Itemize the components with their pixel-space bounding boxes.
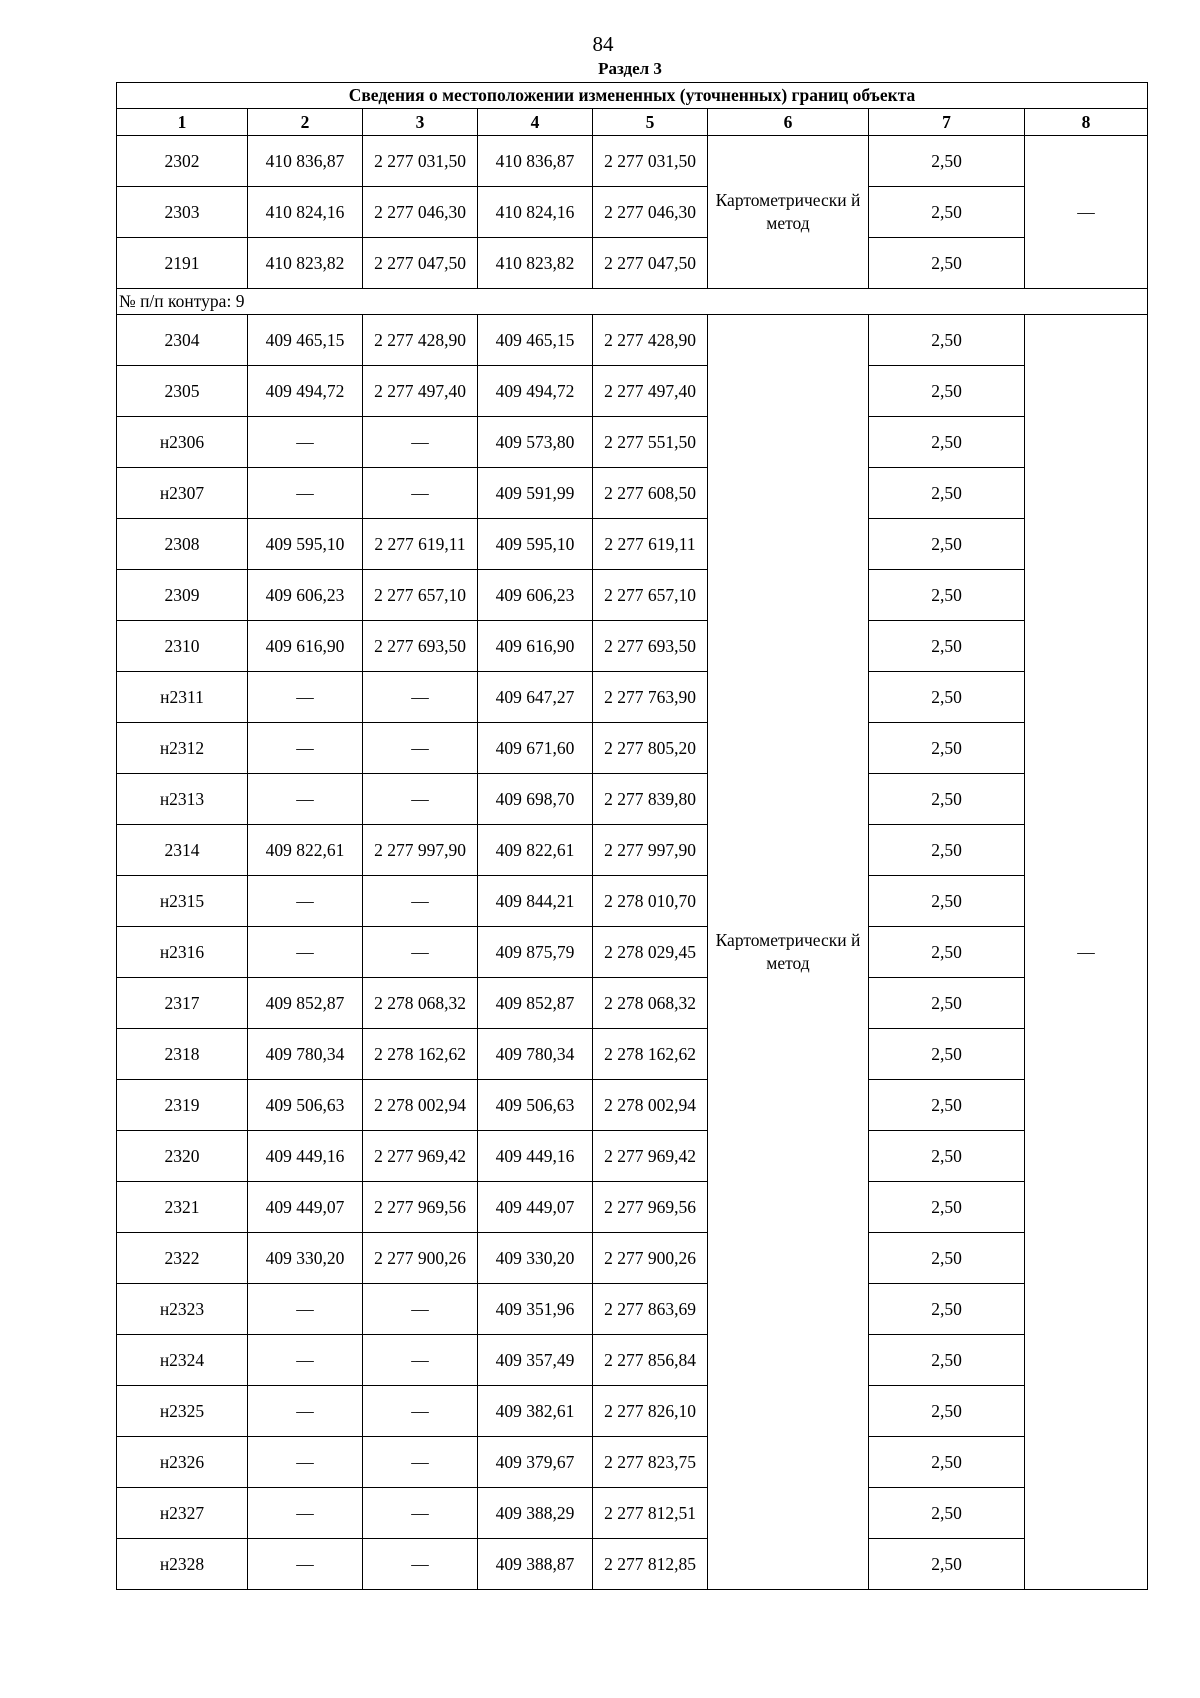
- column-number: 7: [869, 109, 1025, 136]
- point-number-cell: 2305: [117, 366, 248, 417]
- new-x-cell: 409 449,16: [478, 1131, 593, 1182]
- old-x-cell: 409 780,34: [248, 1029, 363, 1080]
- point-number-cell: н2306: [117, 417, 248, 468]
- old-y-cell: 2 277 047,50: [363, 238, 478, 289]
- point-number-cell: н2326: [117, 1437, 248, 1488]
- new-x-cell: 409 506,63: [478, 1080, 593, 1131]
- old-x-cell: —: [248, 1284, 363, 1335]
- new-y-cell: 2 277 497,40: [593, 366, 708, 417]
- old-x-cell: 409 822,61: [248, 825, 363, 876]
- old-y-cell: 2 277 900,26: [363, 1233, 478, 1284]
- point-number-cell: 2317: [117, 978, 248, 1029]
- new-y-cell: 2 277 997,90: [593, 825, 708, 876]
- table-title-row: [117, 83, 1148, 109]
- new-y-cell: 2 278 029,45: [593, 927, 708, 978]
- point-number-cell: н2328: [117, 1539, 248, 1590]
- new-x-cell: 409 671,60: [478, 723, 593, 774]
- accuracy-cell: 2,50: [869, 519, 1025, 570]
- column-number-row: [117, 109, 1148, 136]
- accuracy-cell: 2,50: [869, 468, 1025, 519]
- old-x-cell: —: [248, 876, 363, 927]
- new-x-cell: 409 357,49: [478, 1335, 593, 1386]
- new-y-cell: 2 277 763,90: [593, 672, 708, 723]
- col8-cell: —: [1025, 136, 1148, 289]
- column-number: 2: [248, 109, 363, 136]
- old-y-cell: —: [363, 672, 478, 723]
- table-row: [117, 1488, 1148, 1539]
- old-x-cell: 409 465,15: [248, 315, 363, 366]
- old-x-cell: —: [248, 468, 363, 519]
- new-x-cell: 410 824,16: [478, 187, 593, 238]
- point-number-cell: 2319: [117, 1080, 248, 1131]
- new-x-cell: 409 606,23: [478, 570, 593, 621]
- accuracy-cell: 2,50: [869, 1488, 1025, 1539]
- point-number-cell: 2309: [117, 570, 248, 621]
- table-row: [117, 1029, 1148, 1080]
- old-x-cell: 410 836,87: [248, 136, 363, 187]
- table-row: [117, 570, 1148, 621]
- point-number-cell: н2311: [117, 672, 248, 723]
- point-number-cell: н2323: [117, 1284, 248, 1335]
- old-y-cell: 2 277 497,40: [363, 366, 478, 417]
- table-row: [117, 187, 1148, 238]
- table-row: [117, 366, 1148, 417]
- new-y-cell: 2 277 551,50: [593, 417, 708, 468]
- old-x-cell: 409 606,23: [248, 570, 363, 621]
- accuracy-cell: 2,50: [869, 723, 1025, 774]
- new-x-cell: 409 591,99: [478, 468, 593, 519]
- old-x-cell: 409 616,90: [248, 621, 363, 672]
- new-x-cell: 409 780,34: [478, 1029, 593, 1080]
- old-y-cell: 2 278 162,62: [363, 1029, 478, 1080]
- new-y-cell: 2 277 428,90: [593, 315, 708, 366]
- old-x-cell: —: [248, 1488, 363, 1539]
- new-x-cell: 410 836,87: [478, 136, 593, 187]
- old-y-cell: —: [363, 774, 478, 825]
- old-y-cell: 2 278 002,94: [363, 1080, 478, 1131]
- table-row: [117, 774, 1148, 825]
- old-y-cell: —: [363, 1284, 478, 1335]
- table-row: [117, 468, 1148, 519]
- accuracy-cell: 2,50: [869, 1029, 1025, 1080]
- point-number-cell: 2308: [117, 519, 248, 570]
- table-row: [117, 1437, 1148, 1488]
- old-y-cell: —: [363, 417, 478, 468]
- table-row: [117, 1386, 1148, 1437]
- old-y-cell: 2 277 428,90: [363, 315, 478, 366]
- old-x-cell: —: [248, 1437, 363, 1488]
- new-y-cell: 2 277 046,30: [593, 187, 708, 238]
- column-number: 4: [478, 109, 593, 136]
- new-y-cell: 2 278 010,70: [593, 876, 708, 927]
- table-row: [117, 1182, 1148, 1233]
- point-number-cell: н2325: [117, 1386, 248, 1437]
- new-x-cell: 409 388,29: [478, 1488, 593, 1539]
- new-y-cell: 2 278 162,62: [593, 1029, 708, 1080]
- old-y-cell: 2 277 997,90: [363, 825, 478, 876]
- new-x-cell: 409 616,90: [478, 621, 593, 672]
- accuracy-cell: 2,50: [869, 621, 1025, 672]
- old-y-cell: 2 277 693,50: [363, 621, 478, 672]
- old-x-cell: 409 449,07: [248, 1182, 363, 1233]
- new-x-cell: 409 494,72: [478, 366, 593, 417]
- column-number: 5: [593, 109, 708, 136]
- table-row: [117, 876, 1148, 927]
- table-row: [117, 1233, 1148, 1284]
- section-heading: Раздел 3: [598, 59, 662, 78]
- accuracy-cell: 2,50: [869, 876, 1025, 927]
- point-number-cell: 2302: [117, 136, 248, 187]
- new-y-cell: 2 278 068,32: [593, 978, 708, 1029]
- old-y-cell: —: [363, 1488, 478, 1539]
- new-y-cell: 2 277 856,84: [593, 1335, 708, 1386]
- accuracy-cell: 2,50: [869, 315, 1025, 366]
- point-number-cell: 2318: [117, 1029, 248, 1080]
- new-x-cell: 409 573,80: [478, 417, 593, 468]
- boundary-table: [116, 82, 1148, 1590]
- old-x-cell: 409 506,63: [248, 1080, 363, 1131]
- point-number-cell: н2327: [117, 1488, 248, 1539]
- point-number-cell: 2303: [117, 187, 248, 238]
- point-number-cell: н2324: [117, 1335, 248, 1386]
- old-y-cell: —: [363, 1437, 478, 1488]
- column-number: 8: [1025, 109, 1148, 136]
- accuracy-cell: 2,50: [869, 1335, 1025, 1386]
- new-x-cell: 409 822,61: [478, 825, 593, 876]
- old-y-cell: 2 277 969,56: [363, 1182, 478, 1233]
- new-y-cell: 2 278 002,94: [593, 1080, 708, 1131]
- table-row: [117, 238, 1148, 289]
- accuracy-cell: 2,50: [869, 1233, 1025, 1284]
- table-row: [117, 136, 1148, 187]
- old-x-cell: 409 449,16: [248, 1131, 363, 1182]
- column-number: 1: [117, 109, 248, 136]
- old-x-cell: 409 852,87: [248, 978, 363, 1029]
- point-number-cell: н2312: [117, 723, 248, 774]
- accuracy-cell: 2,50: [869, 238, 1025, 289]
- page-number: 84: [592, 32, 614, 56]
- old-y-cell: —: [363, 723, 478, 774]
- new-x-cell: 409 595,10: [478, 519, 593, 570]
- table-title: Сведения о местоположении измененных (уточненных) границ объекта: [117, 83, 1148, 109]
- new-x-cell: 409 388,87: [478, 1539, 593, 1590]
- accuracy-cell: 2,50: [869, 1284, 1025, 1335]
- new-x-cell: 409 698,70: [478, 774, 593, 825]
- point-number-cell: н2315: [117, 876, 248, 927]
- new-y-cell: 2 277 823,75: [593, 1437, 708, 1488]
- old-x-cell: —: [248, 1386, 363, 1437]
- table-row: [117, 1335, 1148, 1386]
- accuracy-cell: 2,50: [869, 774, 1025, 825]
- table-row: [117, 927, 1148, 978]
- accuracy-cell: 2,50: [869, 1080, 1025, 1131]
- new-y-cell: 2 277 805,20: [593, 723, 708, 774]
- old-y-cell: —: [363, 1539, 478, 1590]
- point-number-cell: 2191: [117, 238, 248, 289]
- old-x-cell: 410 824,16: [248, 187, 363, 238]
- new-y-cell: 2 277 812,51: [593, 1488, 708, 1539]
- new-y-cell: 2 277 826,10: [593, 1386, 708, 1437]
- new-y-cell: 2 277 619,11: [593, 519, 708, 570]
- accuracy-cell: 2,50: [869, 136, 1025, 187]
- table-row: [117, 1131, 1148, 1182]
- new-x-cell: 409 465,15: [478, 315, 593, 366]
- old-y-cell: —: [363, 927, 478, 978]
- accuracy-cell: 2,50: [869, 1386, 1025, 1437]
- new-y-cell: 2 277 693,50: [593, 621, 708, 672]
- new-y-cell: 2 277 900,26: [593, 1233, 708, 1284]
- old-x-cell: —: [248, 927, 363, 978]
- new-y-cell: 2 277 031,50: [593, 136, 708, 187]
- old-y-cell: 2 277 031,50: [363, 136, 478, 187]
- point-number-cell: 2320: [117, 1131, 248, 1182]
- old-y-cell: 2 277 619,11: [363, 519, 478, 570]
- method-cell: Картометрически й метод: [708, 136, 869, 289]
- point-number-cell: 2321: [117, 1182, 248, 1233]
- table-row: [117, 672, 1148, 723]
- point-number-cell: н2313: [117, 774, 248, 825]
- point-number-cell: н2307: [117, 468, 248, 519]
- table-row: [117, 621, 1148, 672]
- table-row: [117, 417, 1148, 468]
- point-number-cell: 2322: [117, 1233, 248, 1284]
- contour-row: [117, 289, 1148, 315]
- old-x-cell: 409 330,20: [248, 1233, 363, 1284]
- new-x-cell: 409 379,67: [478, 1437, 593, 1488]
- old-x-cell: —: [248, 417, 363, 468]
- accuracy-cell: 2,50: [869, 927, 1025, 978]
- new-x-cell: 409 449,07: [478, 1182, 593, 1233]
- old-y-cell: 2 277 969,42: [363, 1131, 478, 1182]
- accuracy-cell: 2,50: [869, 187, 1025, 238]
- column-number: 6: [708, 109, 869, 136]
- point-number-cell: 2304: [117, 315, 248, 366]
- old-x-cell: —: [248, 672, 363, 723]
- new-y-cell: 2 277 657,10: [593, 570, 708, 621]
- new-x-cell: 409 647,27: [478, 672, 593, 723]
- new-y-cell: 2 277 969,56: [593, 1182, 708, 1233]
- table-row: [117, 1080, 1148, 1131]
- old-x-cell: —: [248, 774, 363, 825]
- old-y-cell: —: [363, 468, 478, 519]
- accuracy-cell: 2,50: [869, 672, 1025, 723]
- contour-label: № п/п контура: 9: [117, 289, 1148, 315]
- table-row: [117, 315, 1148, 366]
- old-y-cell: 2 277 046,30: [363, 187, 478, 238]
- accuracy-cell: 2,50: [869, 417, 1025, 468]
- new-x-cell: 409 330,20: [478, 1233, 593, 1284]
- accuracy-cell: 2,50: [869, 978, 1025, 1029]
- old-y-cell: —: [363, 1335, 478, 1386]
- accuracy-cell: 2,50: [869, 570, 1025, 621]
- old-x-cell: —: [248, 1539, 363, 1590]
- point-number-cell: 2314: [117, 825, 248, 876]
- old-x-cell: 409 595,10: [248, 519, 363, 570]
- new-y-cell: 2 277 863,69: [593, 1284, 708, 1335]
- old-x-cell: 409 494,72: [248, 366, 363, 417]
- column-number: 3: [363, 109, 478, 136]
- new-y-cell: 2 277 969,42: [593, 1131, 708, 1182]
- new-x-cell: 410 823,82: [478, 238, 593, 289]
- new-x-cell: 409 351,96: [478, 1284, 593, 1335]
- point-number-cell: 2310: [117, 621, 248, 672]
- new-x-cell: 409 875,79: [478, 927, 593, 978]
- accuracy-cell: 2,50: [869, 1131, 1025, 1182]
- accuracy-cell: 2,50: [869, 1437, 1025, 1488]
- table-row: [117, 825, 1148, 876]
- table-row: [117, 1539, 1148, 1590]
- new-x-cell: 409 844,21: [478, 876, 593, 927]
- new-y-cell: 2 277 047,50: [593, 238, 708, 289]
- old-y-cell: —: [363, 876, 478, 927]
- new-y-cell: 2 277 812,85: [593, 1539, 708, 1590]
- old-x-cell: —: [248, 1335, 363, 1386]
- accuracy-cell: 2,50: [869, 1539, 1025, 1590]
- old-y-cell: 2 278 068,32: [363, 978, 478, 1029]
- old-y-cell: —: [363, 1386, 478, 1437]
- old-y-cell: 2 277 657,10: [363, 570, 478, 621]
- table-row: [117, 1284, 1148, 1335]
- accuracy-cell: 2,50: [869, 366, 1025, 417]
- col8-cell: —: [1025, 315, 1148, 1590]
- method-cell: Картометрически й метод: [708, 315, 869, 1590]
- new-y-cell: 2 277 608,50: [593, 468, 708, 519]
- table-row: [117, 978, 1148, 1029]
- accuracy-cell: 2,50: [869, 825, 1025, 876]
- accuracy-cell: 2,50: [869, 1182, 1025, 1233]
- table-row: [117, 519, 1148, 570]
- old-x-cell: —: [248, 723, 363, 774]
- table-row: [117, 723, 1148, 774]
- new-x-cell: 409 852,87: [478, 978, 593, 1029]
- point-number-cell: н2316: [117, 927, 248, 978]
- old-x-cell: 410 823,82: [248, 238, 363, 289]
- new-x-cell: 409 382,61: [478, 1386, 593, 1437]
- new-y-cell: 2 277 839,80: [593, 774, 708, 825]
